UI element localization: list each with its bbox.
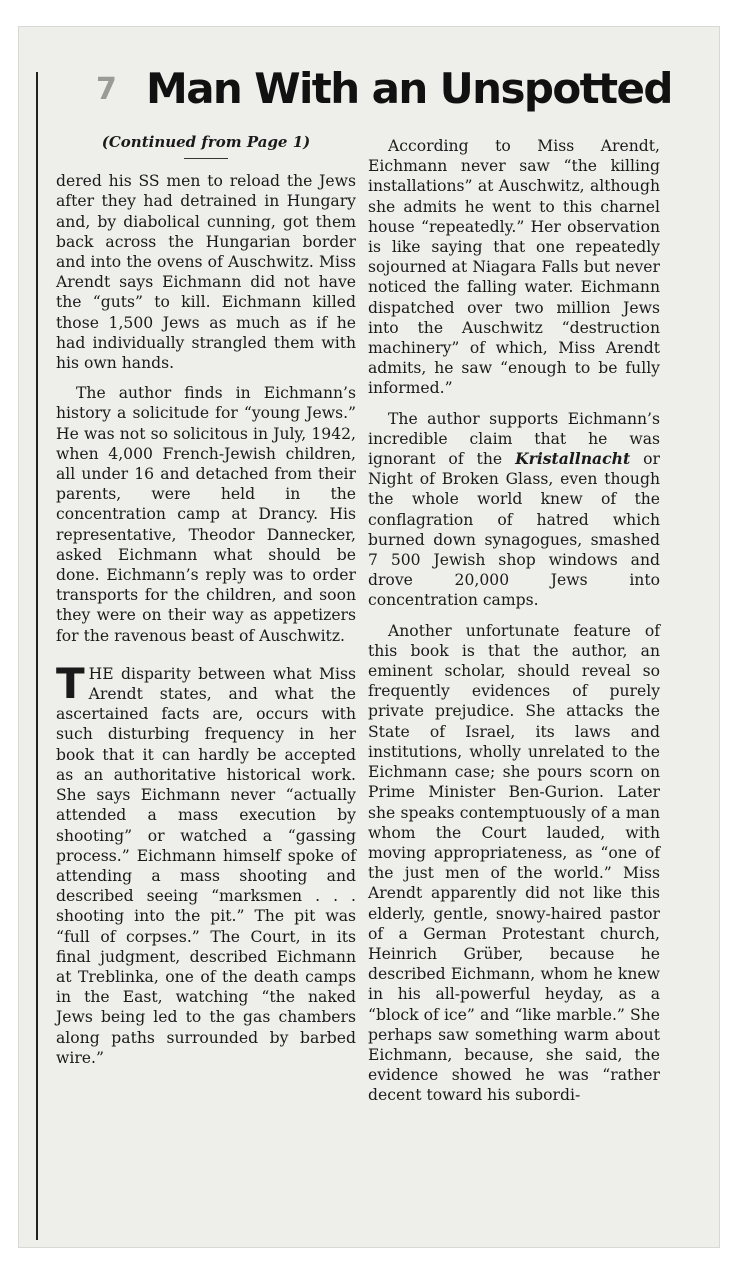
right-paragraph-3: Another unfortunate feature of this book is that the author, an eminent scholar, should reveal so frequently evidences of purely private prejudice. She attacks the State of Israel, its laws and institutions, wholly unrelated to the Eichmann case; she pours scorn on Prime Minister Ben-Gurion. Later she speaks contemptuously of a man whom the Court lauded, with moving appropriateness, as “one of the just men of the world.” Miss Arendt apparently did not like this elderly, gentle, snowy-haired pastor of a German Protestant church, Heinrich Grüber, because he described Eichmann, whom he knew in his all-powerful heyday, as a “block of ice” and “like marble.” She perhaps saw something warm about Eichmann, because, she said, the evidence showed he was “rather decent toward his subordi-	[368, 621, 660, 1105]
left-paragraph-3	[56, 658, 356, 1068]
drop-cap: T	[56, 658, 85, 708]
left-paragraph-2: The author finds in Eichmann’s history a solicitude for “young Jews.” He was not so solicitous in July, 1942, when 4,000 French-Jewish children, all under 16 and detached from their parents, were held in the concentration camp at Drancy. His representative, Theodor Dannecker, asked Eichmann what should be done. Eichmann’s reply was to order transports for the children, and soon they were on their way as appetizers for the ravenous beast of Auschwitz.	[56, 384, 356, 645]
right-paragraph-2-text-a: The author supports Eichmann’s incredible claim that he was ignorant of the	[368, 409, 660, 469]
column-rule	[36, 72, 38, 1240]
kristallnacht-term: Kristallnacht	[515, 449, 631, 469]
left-paragraph-3-text: HE disparity between what Miss Arendt states, and what the ascertained facts are, occurs with such disturbing frequency in her book that it can hardly be accepted as an authoritative historical work. She says Eichmann never “actually attended a mass execution by shooting” or watched a “gassing process.” Eichmann himself spoke of attending a mass shooting and described seeing “marksmen . . . shooting into the pit.” The pit was “full of corpses.” The Court, in its final judgment, described Eichmann at Treblinka, one of the death camps in the East, watching “the naked Jews being led to the gas chambers along paths surrounded by barbed wire.”	[56, 664, 356, 1067]
left-paragraph-1: dered his SS men to reload the Jews after they had detrained in Hungary and, by diabolical cunning, got them back across the Hungarian border and into the ovens of Auschwitz. Miss Arendt says Eichmann did not have the “guts” to kill. Eichmann killed those 1,500 Jews as much as if he had individually strangled them with his own hands.	[56, 172, 356, 373]
right-paragraph-2-text-b: or Night of Broken Glass, even though the whole world knew of the conflagration of hatred which burned down synagogues, smashed 7 500 Jewish shop windows and drove 20,000 Jews into concentration camps.	[368, 450, 660, 610]
right-paragraph-2	[368, 409, 660, 611]
right-paragraph-1: According to Miss Arendt, Eichmann never saw “the killing installations” at Auschwitz, although she admits he went to this charnel house “repeatedly.” Her observation is like saying that one repeatedly sojourned at Niagara Falls but never noticed the falling water. Eichmann dispatched over two million Jews into the Auschwitz “destruction machinery” of which, Miss Arendt admits, he saw “enough to be fully informed.”	[368, 137, 660, 398]
continued-from-note: (Continued from Page 1)	[56, 132, 356, 159]
headline: Man With an Unspotted	[146, 64, 672, 113]
right-column	[368, 136, 660, 1116]
left-column	[56, 132, 356, 1078]
margin-mark: 7	[96, 72, 117, 107]
